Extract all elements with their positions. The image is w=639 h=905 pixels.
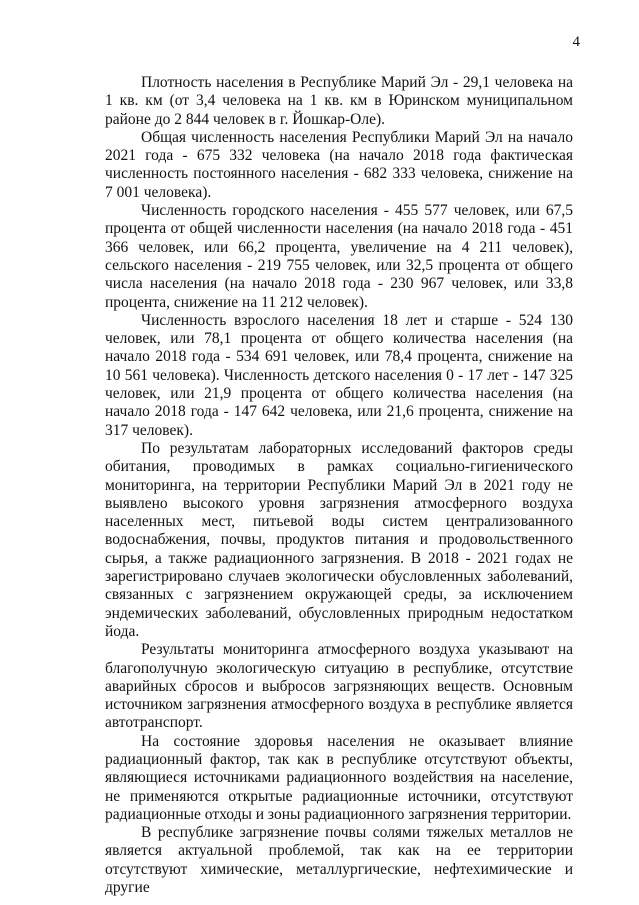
- paragraph-laboratory-research: По результатам лабораторных исследований факторов среды обитания, проводимых в рамках социально-гигиенического мониторинга, на территории Республики Марий Эл в 2021 году не выявлено высокого уровня загрязнения атмосферного воздуха населенных мест, питьевой воды систем централизованного водоснабжения, почвы, продуктов питания и продовольственного сырья, а также радиационного загрязнения. В 2018 - 2021 годах не зарегистрировано случаев экологически обусловленных заболеваний, связанных с загрязнением окружающей среды, за исключением эндемических заболеваний, обусловленных природным недостатком йода.: [105, 439, 573, 640]
- paragraph-population-density: Плотность населения в Республике Марий Эл - 29,1 человека на 1 кв. км (от 3,4 человека на 1 кв. км в Юринском муниципальном районе до 2 844 человек в г. Йошкар-Оле).: [105, 74, 573, 128]
- page-number: 4: [572, 34, 580, 50]
- paragraph-total-population: Общая численность населения Республики Марий Эл на начало 2021 года - 675 332 человека (на начало 2018 года фактическая численность постоянного населения - 682 333 человека, снижение на 7 001 человека).: [105, 128, 573, 201]
- paragraph-urban-rural-population: Численность городского населения - 455 577 человек, или 67,5 процента от общей численности населения (на начало 2018 года - 451 366 человек, или 66,2 процента, увеличение на 4 211 человек), сельского населения - 219 755 человек, или 32,5 процента от общего числа населения (на начало 2018 года - 230 967 человек, или 33,8 процента, снижение на 11 212 человек).: [105, 202, 573, 311]
- paragraph-air-monitoring: Результаты мониторинга атмосферного воздуха указывают на благополучную экологическую ситуацию в республике, отсутствие аварийных сбросов и выбросов загрязняющих веществ. Основным источником загрязнения атмосферного воздуха в республике является автотранспорт.: [105, 641, 573, 732]
- paragraph-adult-child-population: Численность взрослого населения 18 лет и старше - 524 130 человек, или 78,1 процента от общего количества населения (на начало 2018 года - 534 691 человек, или 78,4 процента, снижение на 10 561 человека). Численность детского населения 0 - 17 лет - 147 325 человек, или 21,9 процента от общего количества населения (на начало 2018 года - 147 642 человека, или 21,6 процента, снижение на 317 человек).: [105, 311, 573, 439]
- paragraph-radiation-factor: На состояние здоровья населения не оказывает влияние радиационный фактор, так как в республике отсутствуют объекты, являющиеся источниками радиационного воздействия на население, не применяются открытые радиационные источники, отсутствуют радиационные отходы и зоны радиационного загрязнения территории.: [105, 732, 573, 823]
- document-body: [105, 74, 573, 897]
- paragraph-soil-contamination: В республике загрязнение почвы солями тяжелых металлов не является актуальной проблемой, так как на ее территории отсутствуют химические, металлургические, нефтехимические и другие: [105, 824, 573, 897]
